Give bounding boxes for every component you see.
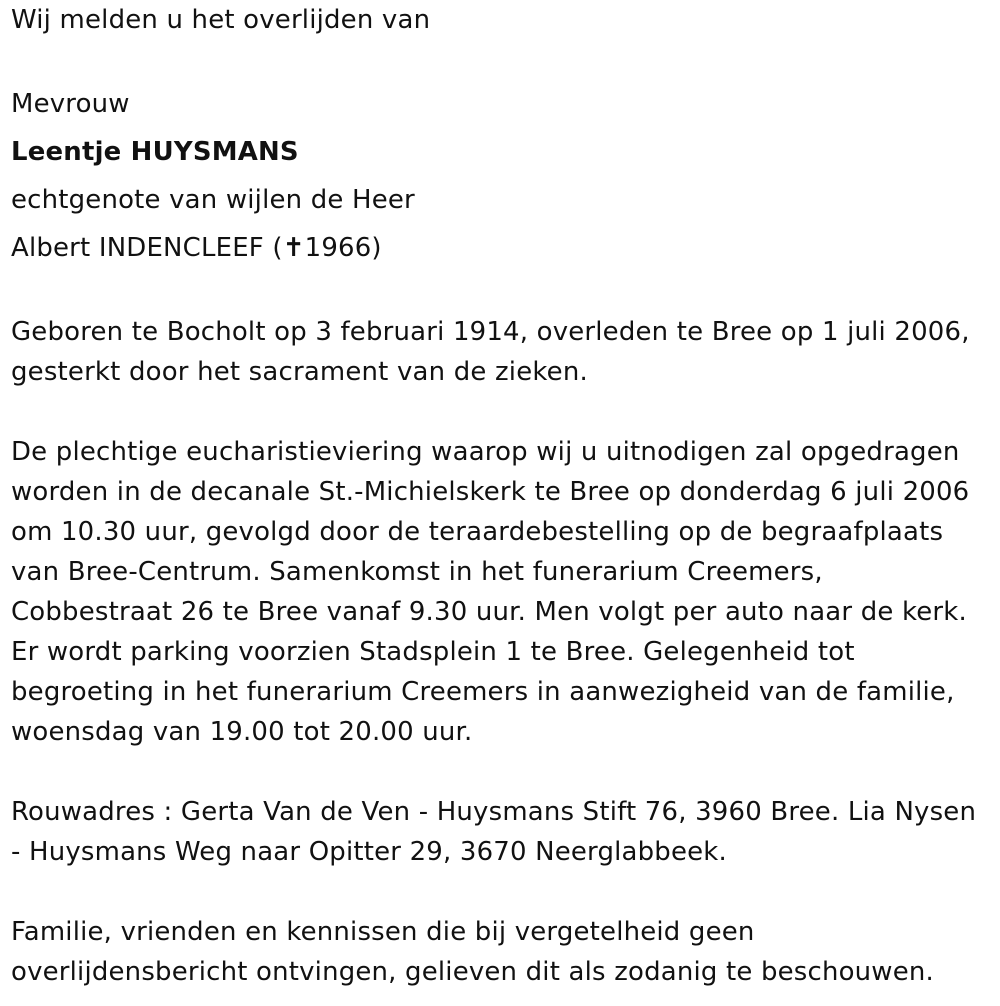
cross-icon: ✝	[282, 233, 305, 263]
spouse-line	[11, 224, 991, 272]
spacer	[11, 272, 991, 312]
relation-text: echtgenote van wijlen de Heer	[11, 185, 415, 215]
paragraph-line: Geboren te Bocholt op 3 februari 1914, overleden te Bree op 1 juli 2006,	[11, 317, 970, 347]
paragraph-line: van Bree-Centrum. Samenkomst in het funerarium Creemers,	[11, 557, 823, 587]
paragraph-line: De plechtige eucharistieviering waarop wij u uitnodigen zal opgedragen	[11, 437, 960, 467]
paragraph-line: Cobbestraat 26 te Bree vanaf 9.30 uur. Men volgt per auto naar de kerk.	[11, 597, 967, 627]
intro-text: Wij melden u het overlijden van	[11, 5, 431, 35]
spacer	[11, 392, 991, 432]
paragraph-line: Er wordt parking voorzien Stadsplein 1 te Bree. Gelegenheid tot	[11, 637, 855, 667]
paragraph-line: gesterkt door het sacrament van de zieken.	[11, 357, 588, 387]
ceremony-paragraph	[11, 432, 991, 752]
paragraph-line: Rouwadres : Gerta Van de Ven - Huysmans Stift 76, 3960 Bree. Lia Nysen	[11, 797, 977, 827]
paragraph-line: overlijdensbericht ontvingen, gelieven dit als zodanig te beschouwen.	[11, 957, 934, 987]
salutation: Mevrouw	[11, 89, 130, 119]
paragraph-line: begroeting in het funerarium Creemers in aanwezigheid van de familie,	[11, 677, 955, 707]
spouse-name: Albert INDENCLEEF (	[11, 233, 283, 263]
closing-paragraph	[11, 912, 991, 992]
paragraph-line: Familie, vrienden en kennissen die bij vergetelheid geen	[11, 917, 755, 947]
address-paragraph	[11, 792, 991, 872]
birth-death-paragraph	[11, 312, 991, 392]
paragraph-line: - Huysmans Weg naar Opitter 29, 3670 Neerglabbeek.	[11, 837, 727, 867]
spacer	[11, 872, 991, 912]
paragraph-line: worden in de decanale St.-Michielskerk te Bree op donderdag 6 juli 2006	[11, 477, 970, 507]
paragraph-line: om 10.30 uur, gevolgd door de teraardebestelling op de begraafplaats	[11, 517, 944, 547]
paragraph-line: woensdag van 19.00 tot 20.00 uur.	[11, 717, 473, 747]
death-notice	[11, 0, 991, 992]
spouse-death-year: 1966)	[304, 233, 382, 263]
spacer	[11, 40, 991, 80]
deceased-name: Leentje HUYSMANS	[11, 137, 299, 167]
spacer	[11, 752, 991, 792]
